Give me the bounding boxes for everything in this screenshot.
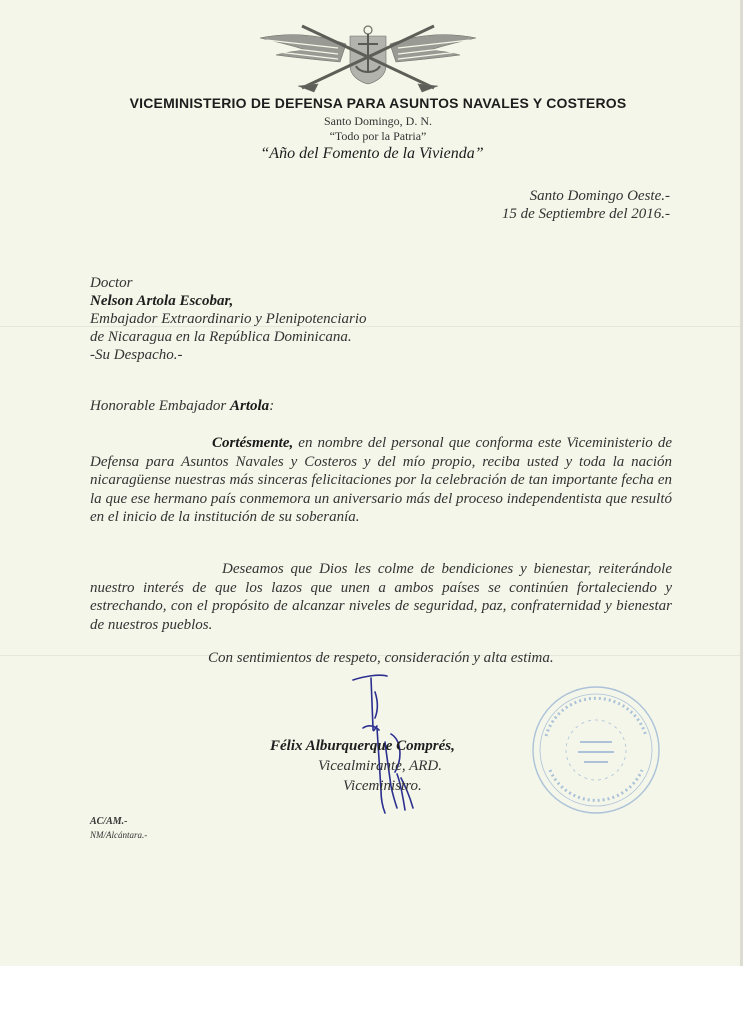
scan-margin: [0, 966, 744, 1023]
recipient-honorific: Doctor: [90, 275, 133, 291]
signatory-name: Félix Alburquerque Comprés,: [270, 738, 455, 754]
signatory-position: Viceministro.: [343, 778, 422, 794]
paragraph-lead-word: Cortésmente,: [212, 435, 294, 451]
closing-line: Con sentimientos de respeto, consideración y alta estima.: [208, 650, 554, 666]
reference-initials-line2: NM/Alcántara.-: [90, 830, 148, 840]
recipient-office: -Su Despacho.-: [90, 347, 183, 363]
official-stamp: [528, 682, 664, 818]
salutation-punct: :: [269, 398, 275, 414]
letterhead-motto: “Todo por la Patria”: [329, 129, 427, 143]
body-paragraph-2: Deseamos que Dios les colme de bendiciones y bienestar, reiterándole nuestro interés de que los lazos que unen a ambos países se continúen fortaleciendo y estrechando, con el propósito de alcanzar niveles de seguridad, paz, confraternidad y bienestar de nuestros pueblos.: [90, 561, 672, 633]
recipient-name: Nelson Artola Escobar,: [90, 293, 234, 309]
recipient-title-line1: Embajador Extraordinario y Plenipotenciario: [90, 311, 367, 327]
recipient-title-line2: de Nicaragua en la República Dominicana.: [90, 329, 352, 345]
signatory-rank: Vicealmirante, ARD.: [318, 758, 442, 774]
letterhead-title: VICEMINISTERIO DE DEFENSA PARA ASUNTOS NAVALES Y COSTEROS: [129, 95, 627, 111]
letter-place: Santo Domingo Oeste.-: [529, 188, 670, 204]
reference-initials-line1: AC/AM.-: [90, 816, 128, 827]
letter-date: 15 de Septiembre del 2016.-: [501, 206, 670, 222]
paragraph-1-text: en nombre del personal que conforma este Viceministerio de Defensa para Asuntos Navales y Costeros y del mío propio, reciba usted y toda la nación nicaragüense nuestras más sinceras felicitaciones por la celebración de tan importante fecha en la que ese hermano país conmemora un aniversario más del proceso independentista que resultó en el inicio de la institución de su soberanía.: [90, 435, 672, 526]
year-motto: “Año del Fomento de la Vivienda”: [260, 145, 484, 162]
salutation: [90, 398, 274, 415]
body-paragraph-1: [90, 434, 672, 527]
salutation-name: Artola: [230, 398, 270, 414]
salutation-text: Honorable Embajador: [90, 398, 230, 414]
navy-emblem-logo: [258, 22, 478, 94]
letterhead-city: Santo Domingo, D. N.: [324, 114, 432, 128]
